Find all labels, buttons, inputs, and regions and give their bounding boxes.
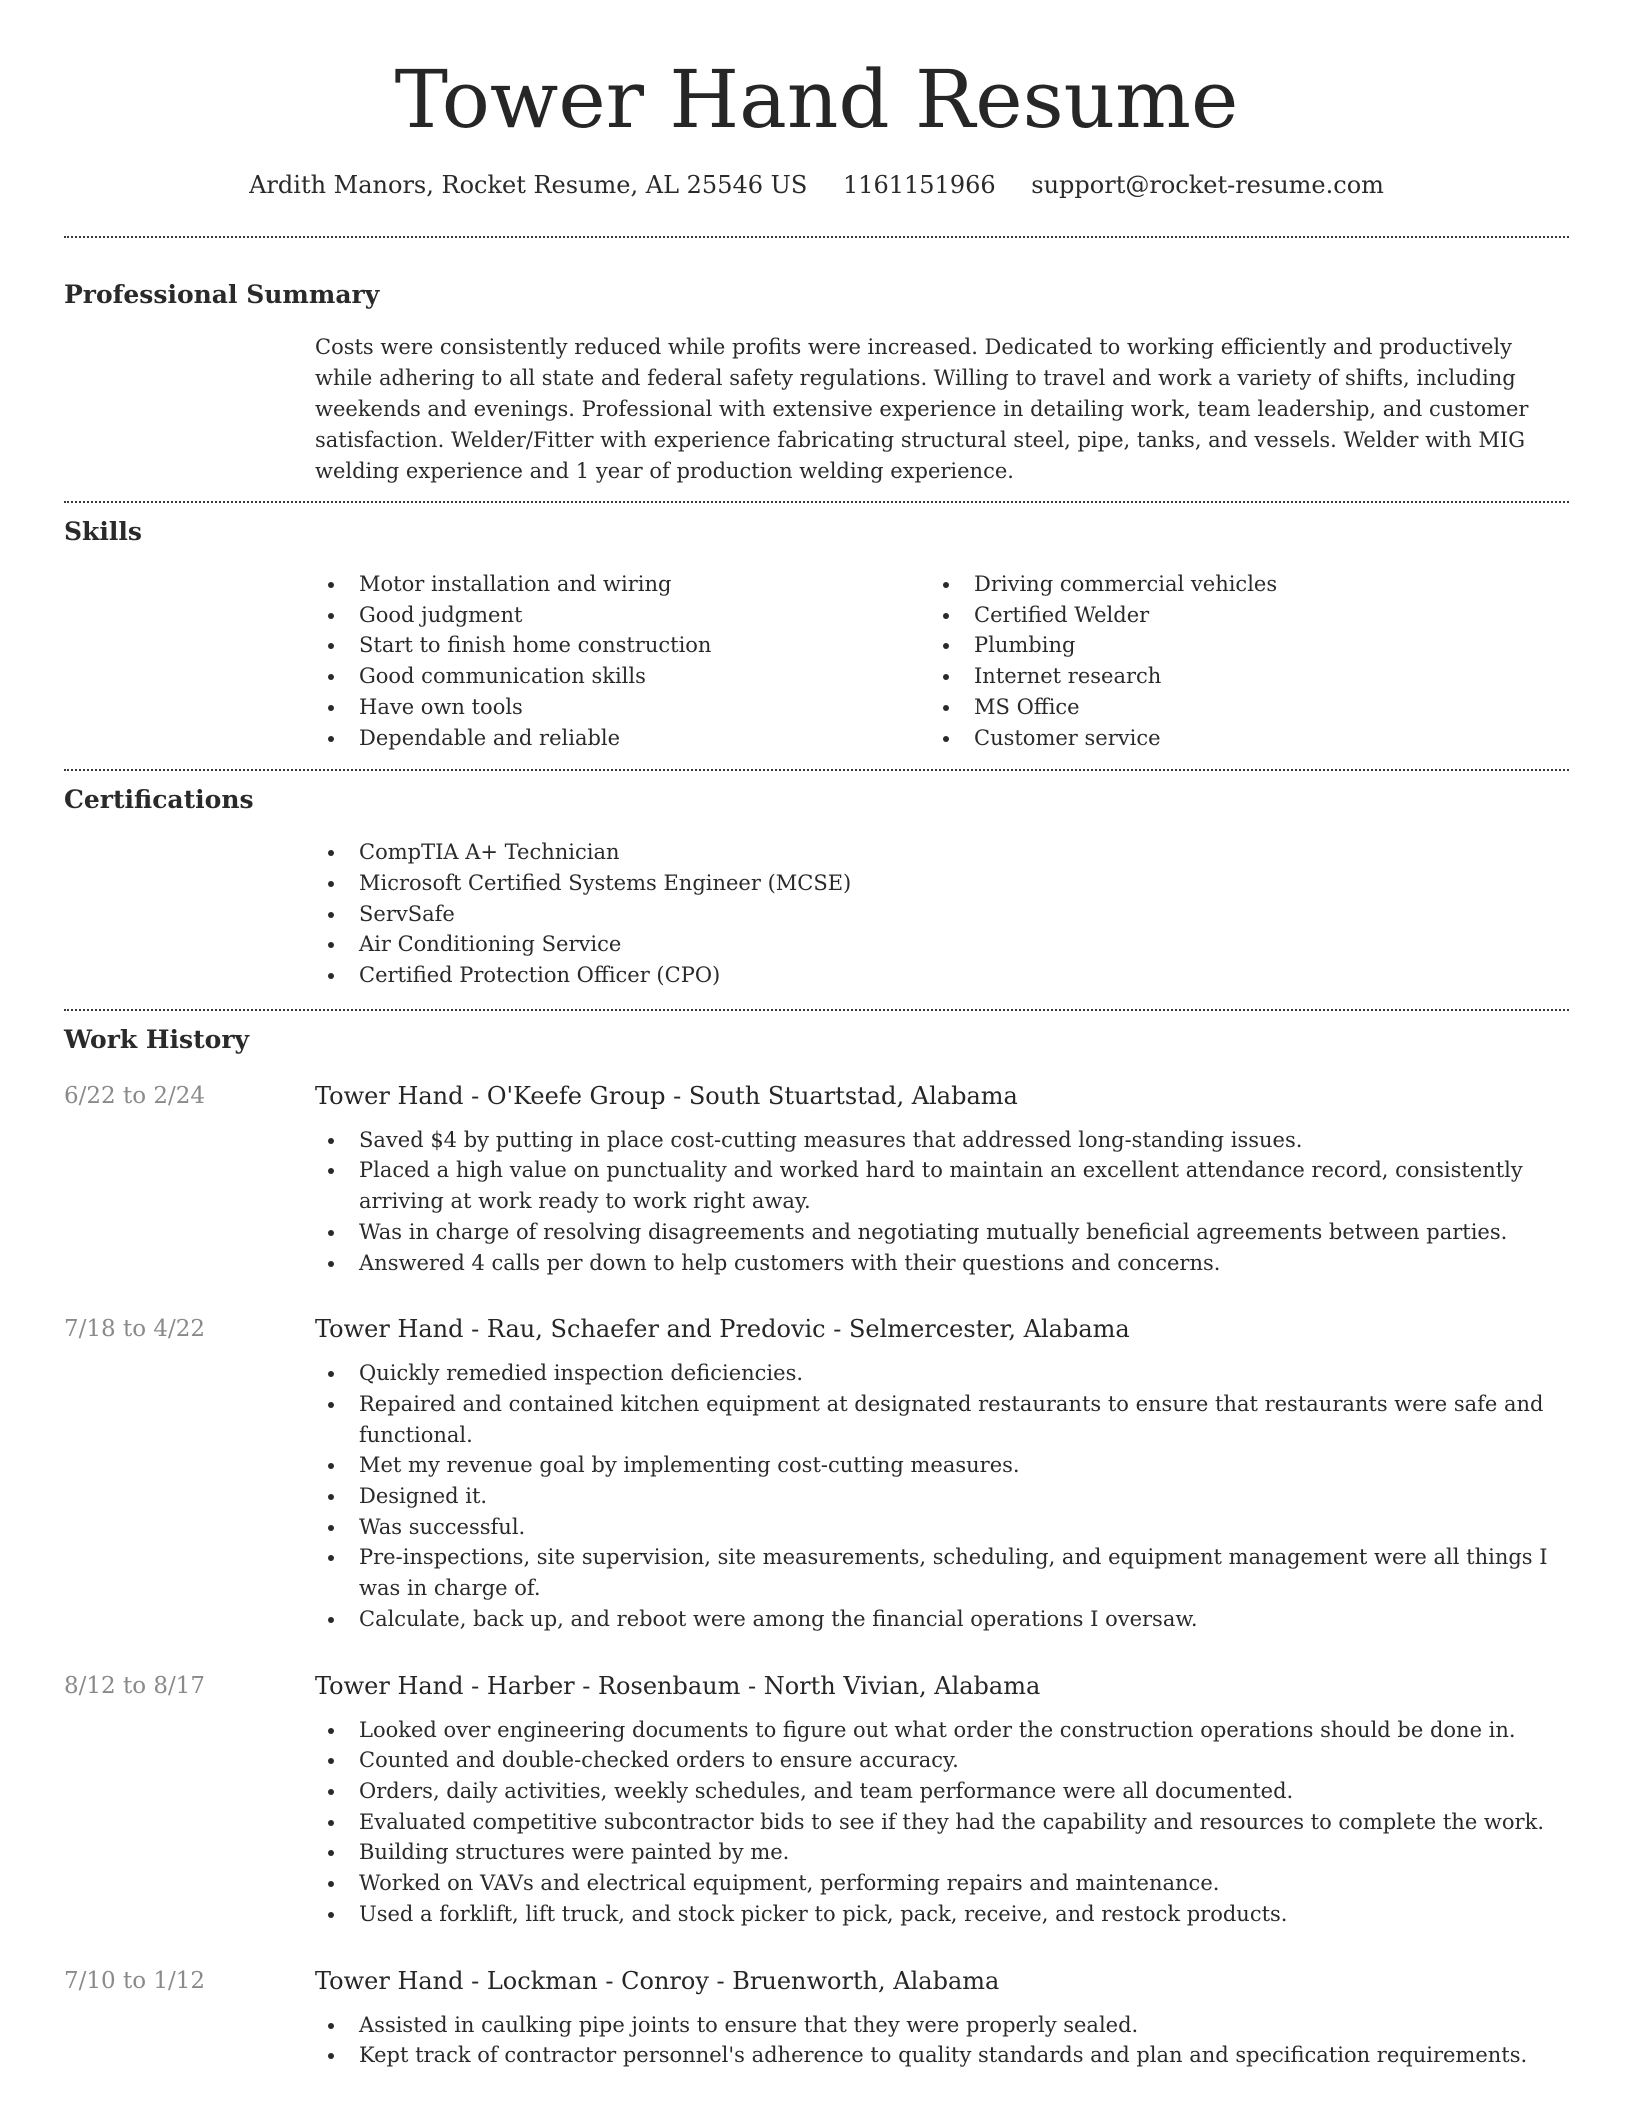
job-bullets <box>315 2010 1569 2071</box>
skills-section <box>64 515 1569 753</box>
job-bullet: Repaired and contained kitchen equipment at designated restaurants to ensure that restaurants were safe and functional. <box>315 1389 1569 1450</box>
job-title: Tower Hand - Rau, Schaefer and Predovic - Selmercester, Alabama <box>315 1315 1130 1344</box>
summary-section <box>64 278 1569 487</box>
job-bullet: Was successful. <box>315 1512 1569 1543</box>
job-bullet: Counted and double-checked orders to ensure accuracy. <box>315 1745 1569 1776</box>
job-bullets <box>315 1358 1569 1634</box>
divider <box>64 769 1569 771</box>
certifications-list <box>315 837 1569 991</box>
job-entry <box>64 1964 1569 2071</box>
skill-item: Good judgment <box>315 600 930 631</box>
skill-item: MS Office <box>930 692 1545 723</box>
job-body <box>315 1312 1569 1634</box>
skill-item: Motor installation and wiring <box>315 569 930 600</box>
job-bullets <box>315 1125 1569 1279</box>
divider <box>64 236 1569 238</box>
certification-item: Microsoft Certified Systems Engineer (MCSE) <box>315 868 1569 899</box>
skills-list-right <box>930 569 1545 753</box>
job-bullet: Saved $4 by putting in place cost-cutting measures that addressed long-standing issues. <box>315 1125 1569 1156</box>
skill-item: Customer service <box>930 723 1545 754</box>
job-dates: 8/12 to 8/17 <box>64 1672 206 1699</box>
job-dates: 7/18 to 4/22 <box>64 1316 206 1343</box>
resume-title: Tower Hand Resume <box>394 53 1239 146</box>
skills-heading: Skills <box>64 517 142 546</box>
certification-item: Certified Protection Officer (CPO) <box>315 960 1569 991</box>
job-bullet: Orders, daily activities, weekly schedules, and team performance were all documented. <box>315 1776 1569 1807</box>
job-bullet: Was in charge of resolving disagreements and negotiating mutually beneficial agreements between parties. <box>315 1217 1569 1248</box>
job-entry <box>64 1079 1569 1279</box>
divider <box>64 1009 1569 1011</box>
skills-columns <box>315 569 1569 753</box>
job-bullet: Calculate, back up, and reboot were among the financial operations I oversaw. <box>315 1604 1569 1635</box>
job-bullet: Building structures were painted by me. <box>315 1837 1569 1868</box>
job-bullets <box>315 1715 1569 1930</box>
certification-item: ServSafe <box>315 899 1569 930</box>
job-body <box>315 1964 1569 2071</box>
certifications-section <box>64 783 1569 991</box>
skill-item: Certified Welder <box>930 600 1545 631</box>
skill-item: Internet research <box>930 661 1545 692</box>
job-entry <box>64 1669 1569 1930</box>
job-bullet: Designed it. <box>315 1481 1569 1512</box>
skill-item: Good communication skills <box>315 661 930 692</box>
divider <box>64 501 1569 503</box>
skill-item: Have own tools <box>315 692 930 723</box>
job-bullet: Met my revenue goal by implementing cost-cutting measures. <box>315 1450 1569 1481</box>
job-body <box>315 1669 1569 1930</box>
job-bullet: Worked on VAVs and electrical equipment, performing repairs and maintenance. <box>315 1868 1569 1899</box>
certification-item: CompTIA A+ Technician <box>315 837 1569 868</box>
job-dates: 7/10 to 1/12 <box>64 1967 206 1994</box>
job-bullet: Placed a high value on punctuality and worked hard to maintain an excellent attendance record, consistently arriving at work ready to work right away. <box>315 1155 1569 1216</box>
job-bullet: Kept track of contractor personnel's adherence to quality standards and plan and specification requirements. <box>315 2040 1569 2071</box>
job-title: Tower Hand - Lockman - Conroy - Bruenworth, Alabama <box>315 1966 1000 1995</box>
job-dates: 6/22 to 2/24 <box>64 1082 206 1109</box>
certification-item: Air Conditioning Service <box>315 929 1569 960</box>
job-body <box>315 1079 1569 1279</box>
work-history-heading: Work History <box>64 1024 250 1054</box>
contact-address: Ardith Manors, Rocket Resume, AL 25546 US <box>249 171 808 199</box>
job-title: Tower Hand - O'Keefe Group - South Stuartstad, Alabama <box>315 1081 1018 1110</box>
job-bullet: Pre-inspections, site supervision, site measurements, scheduling, and equipment management were all things I was in charge of. <box>315 1542 1569 1603</box>
skill-item: Start to finish home construction <box>315 630 930 661</box>
job-entry <box>64 1312 1569 1634</box>
job-bullet: Looked over engineering documents to figure out what order the construction operations should be done in. <box>315 1715 1569 1746</box>
skill-item: Dependable and reliable <box>315 723 930 754</box>
skills-list-left <box>315 569 930 753</box>
summary-heading: Professional Summary <box>64 280 380 309</box>
job-bullet: Assisted in caulking pipe joints to ensure that they were properly sealed. <box>315 2010 1569 2041</box>
skill-item: Driving commercial vehicles <box>930 569 1545 600</box>
resume-page <box>64 0 1569 2071</box>
summary-text: Costs were consistently reduced while profits were increased. Dedicated to working efficiently and productively while adhering to all state and federal safety regulations. Willing to travel and work a variety of shifts, including weekends and evenings. Professional with extensive experience in detailing work, team leadership, and customer satisfaction. Welder/Fitter with experience fabricating structural steel, pipe, tanks, and vessels. Welder with MIG welding experience and 1 year of production welding experience. <box>315 335 1529 483</box>
job-bullet: Evaluated competitive subcontractor bids to see if they had the capability and resources to complete the work. <box>315 1807 1569 1838</box>
work-history-section <box>64 1023 1569 2071</box>
job-title: Tower Hand - Harber - Rosenbaum - North Vivian, Alabama <box>315 1671 1041 1700</box>
contact-email: support@rocket-resume.com <box>1031 171 1384 199</box>
job-bullet: Quickly remedied inspection deficiencies. <box>315 1358 1569 1389</box>
job-bullet: Used a forklift, lift truck, and stock picker to pick, pack, receive, and restock products. <box>315 1899 1569 1930</box>
contact-phone: 1161151966 <box>842 171 996 199</box>
certifications-heading: Certifications <box>64 785 254 815</box>
skill-item: Plumbing <box>930 630 1545 661</box>
contact-line <box>64 168 1569 202</box>
job-bullet: Answered 4 calls per down to help customers with their questions and concerns. <box>315 1248 1569 1279</box>
